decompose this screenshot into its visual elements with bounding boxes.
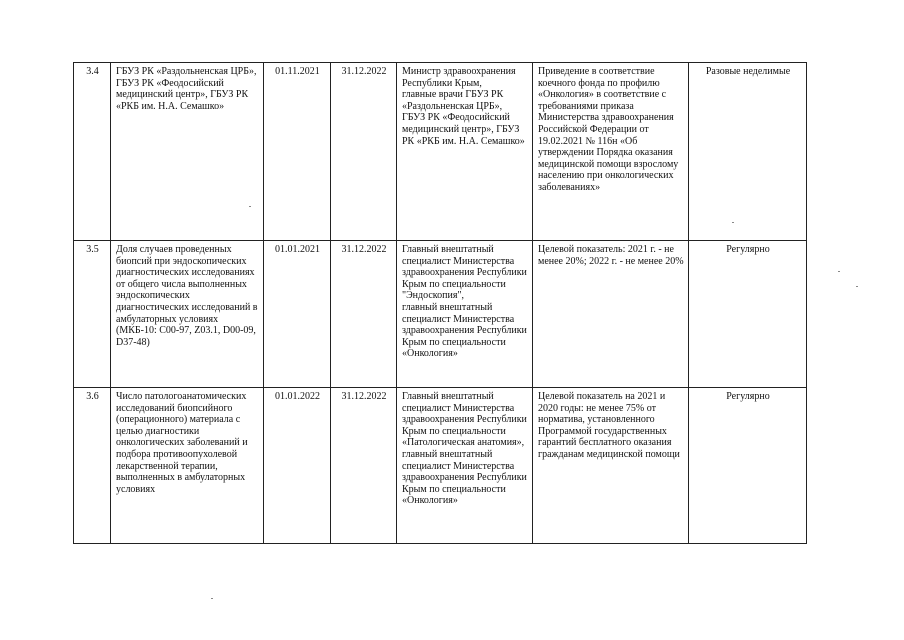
measure-text: ГБУЗ РК «Раздольненская ЦРБ», ГБУЗ РК «Феодосийский медицинский центр», ГБУЗ РК «РКБ им. Н.А. Семашко» <box>111 63 264 241</box>
end-date: 31.12.2022 <box>331 388 397 544</box>
end-date: 31.12.2022 <box>331 241 397 388</box>
end-date: 31.12.2022 <box>331 63 397 241</box>
scan-speck <box>249 206 251 207</box>
start-date: 01.11.2021 <box>264 63 331 241</box>
row-number: 3.6 <box>74 388 111 544</box>
start-date: 01.01.2022 <box>264 388 331 544</box>
row-number: 3.5 <box>74 241 111 388</box>
scan-speck <box>732 222 734 223</box>
frequency-text: Регулярно <box>689 241 807 388</box>
frequency-text: Разовые неделимые <box>689 63 807 241</box>
table-row <box>74 241 807 388</box>
table-row <box>74 388 807 544</box>
responsible-text: Главный внештатный специалист Министерства здравоохранения Республики Крым по специальности "Эндоскопия", главный внештатный специалист Министерства здравоохранения Республики Крым по специальности «Онкология» <box>397 241 533 388</box>
table-row <box>74 63 807 241</box>
measure-text: Число патологоанатомических исследований биопсийного (операционного) материала с целью диагностики онкологических заболеваний и подбора противоопухолевой лекарственной терапии, выполненных в амбулаторных условиях <box>111 388 264 544</box>
measure-text: Доля случаев проведенных биопсий при эндоскопических диагностических исследованиях от общего числа выполненных эндоскопических диагностических исследований в амбулаторных условиях (МКБ-10: С00-97, Z03.1, D00-09, D37-48) <box>111 241 264 388</box>
scan-speck <box>838 271 840 272</box>
scan-speck <box>211 598 213 599</box>
responsible-text: Министр здравоохранения Республики Крым, главные врачи ГБУЗ РК «Раздольненская ЦРБ», ГБУЗ РК «Феодосийский медицинский центр», ГБУЗ РК «РКБ им. Н.А. Семашко» <box>397 63 533 241</box>
result-text: Целевой показатель на 2021 и 2020 годы: не менее 75% от норматива, установленного Программой государственных гарантий бесплатного оказания гражданам медицинской помощи <box>533 388 689 544</box>
frequency-text: Регулярно <box>689 388 807 544</box>
measures-table <box>73 62 807 544</box>
result-text: Приведение в соответствие коечного фонда по профилю «Онкология» в соответствие с требованиями приказа Министерства здравоохранения Российской Федерации от 19.02.2021 № 116н «Об утверждении Порядка оказания медицинской помощи взрослому населению при онкологических заболеваниях» <box>533 63 689 241</box>
start-date: 01.01.2021 <box>264 241 331 388</box>
scan-speck <box>856 286 858 287</box>
responsible-text: Главный внештатный специалист Министерства здравоохранения Республики Крым по специальности «Патологическая анатомия», главный внештатный специалист Министерства здравоохранения Республики Крым по специальности «Онкология» <box>397 388 533 544</box>
result-text: Целевой показатель: 2021 г. - не менее 20%; 2022 г. - не менее 20% <box>533 241 689 388</box>
row-number: 3.4 <box>74 63 111 241</box>
